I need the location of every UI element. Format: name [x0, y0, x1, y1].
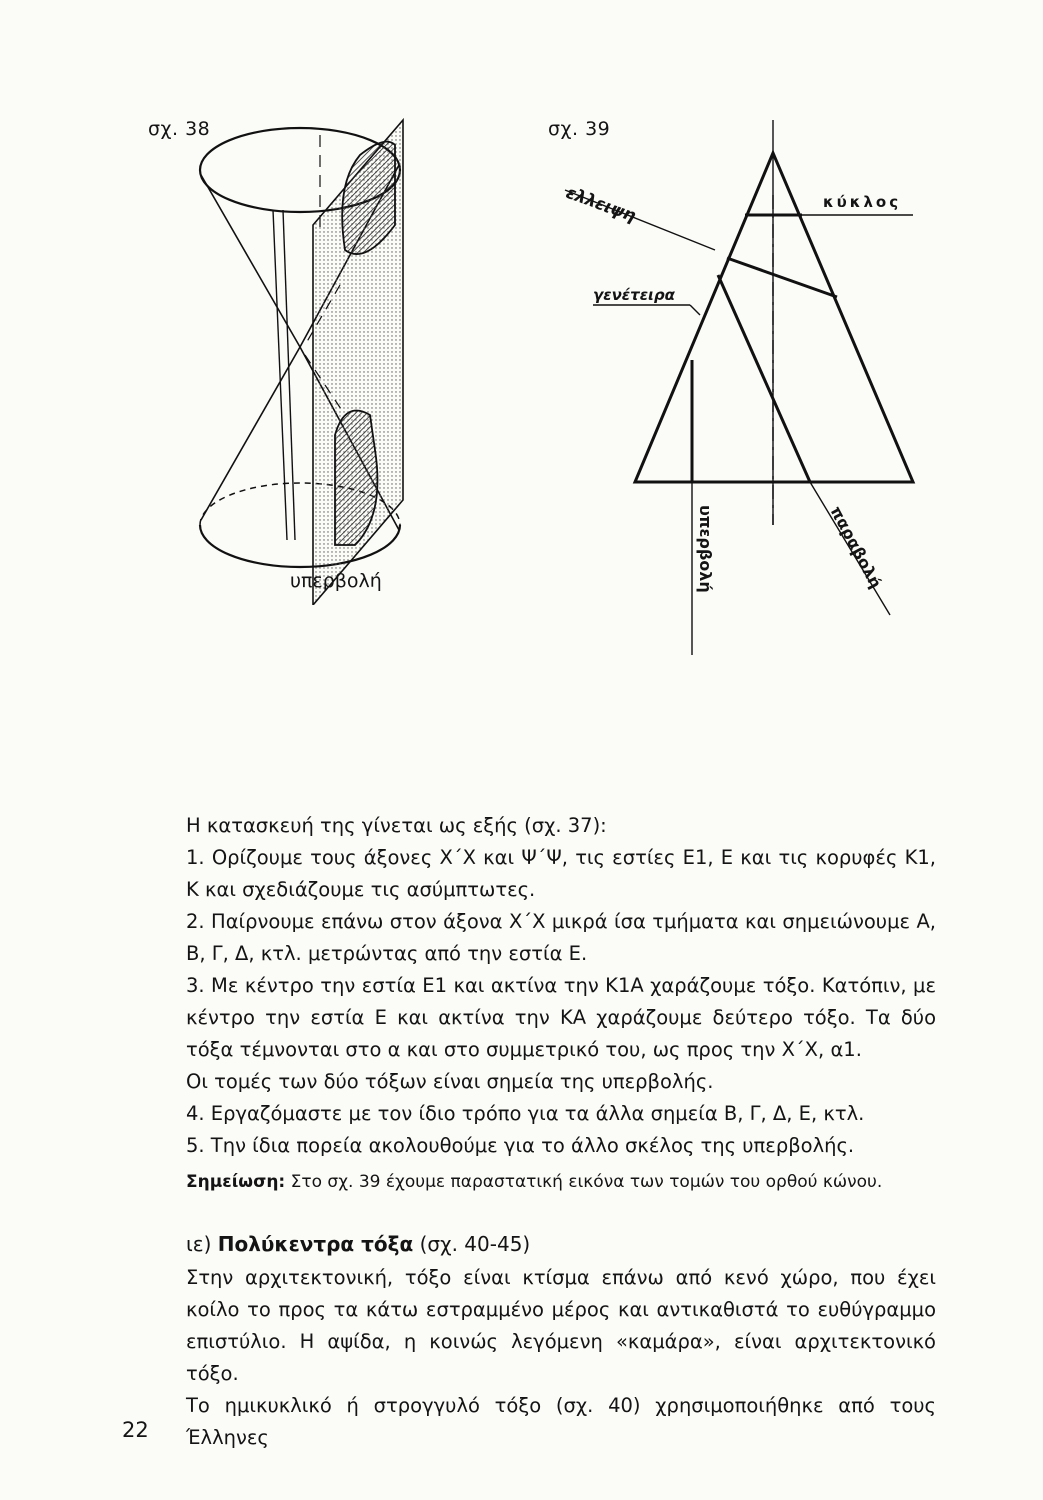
construction-steps: [186, 810, 936, 1162]
fig39-cone-sections-diagram: [555, 115, 935, 685]
section-paragraph-2: Το ημικυκλικό ή στρογγυλό τόξο (σχ. 40) χρησιμοποιήθηκε από τους Έλληνες: [186, 1394, 936, 1449]
label-generatrix: γενέτειρα: [593, 286, 675, 304]
fig38-double-cone-diagram: [195, 115, 425, 605]
fig38-label: σχ. 38: [148, 118, 211, 140]
step-3: 3. Με κέντρο την εστία Ε1 και ακτίνα την Κ1Α χαράζουμε τόξο. Κατόπιν, με κέντρο την εστία Ε και ακτίνα την ΚΑ χαράζουμε δεύτερο τόξο. Τα δύο τόξα τέμνονται στο α και στο συμμετρικό του, ως προς την Χ΄Χ, α1.: [186, 974, 936, 1061]
section-body: [186, 1262, 936, 1454]
step-4: 4. Εργαζόμαστε με τον ίδιο τρόπο για τα άλλα σημεία Β, Γ, Δ, Ε, κτλ.: [186, 1102, 865, 1125]
section-title: Πολύκεντρα τόξα: [217, 1232, 414, 1256]
step-1: 1. Ορίζουμε τους άξονες Χ΄Χ και Ψ΄Ψ, τις εστίες Ε1, Ε και τις κορυφές Κ1, Κ και σχεδιάζουμε τις ασύμπτωτες.: [186, 846, 936, 901]
section-prefix: ιε): [186, 1232, 212, 1256]
label-ellipse: ελλειψη: [563, 182, 639, 227]
section-ref: (σχ. 40-45): [419, 1232, 531, 1256]
note-body: Στο σχ. 39 έχουμε παραστατική εικόνα των τομών του ορθού κώνου.: [290, 1172, 883, 1192]
step-3-conclusion: Οι τομές των δύο τόξων είναι σημεία της υπερβολής.: [186, 1070, 714, 1093]
section-heading: [186, 1232, 530, 1256]
page-number: 22: [122, 1418, 149, 1442]
step-5: 5. Την ίδια πορεία ακολουθούμε για το άλλο σκέλος της υπερβολής.: [186, 1134, 855, 1157]
fig38-caption: υπερβολή: [290, 570, 382, 592]
label-hyperbola: υπερβολή: [696, 505, 715, 593]
note: [186, 1172, 936, 1192]
intro-line: Η κατασκευή της γίνεται ως εξής (σχ. 37):: [186, 814, 607, 837]
step-2: 2. Παίρνουμε επάνω στον άξονα Χ΄Χ μικρά ίσα τμήματα και σημειώνουμε Α, Β, Γ, Δ, κτλ. μετρώντας από την εστία Ε.: [186, 910, 936, 965]
label-circle: κύκλος: [823, 193, 902, 211]
note-label: Σημείωση:: [186, 1172, 286, 1192]
section-paragraph-1: Στην αρχιτεκτονική, τόξο είναι κτίσμα επάνω από κενό χώρο, που έχει κοίλο το προς τα κάτω εστραμμένο μέρος και αντικαθιστά το ευθύγραμμο επιστύλιο. Η αψίδα, η κοινώς λεγόμενη «καμάρα», είναι αρχιτεκτονικό τόξο.: [186, 1266, 936, 1385]
fig39-label: σχ. 39: [548, 118, 611, 140]
label-parabola: παραβολή: [826, 502, 886, 592]
